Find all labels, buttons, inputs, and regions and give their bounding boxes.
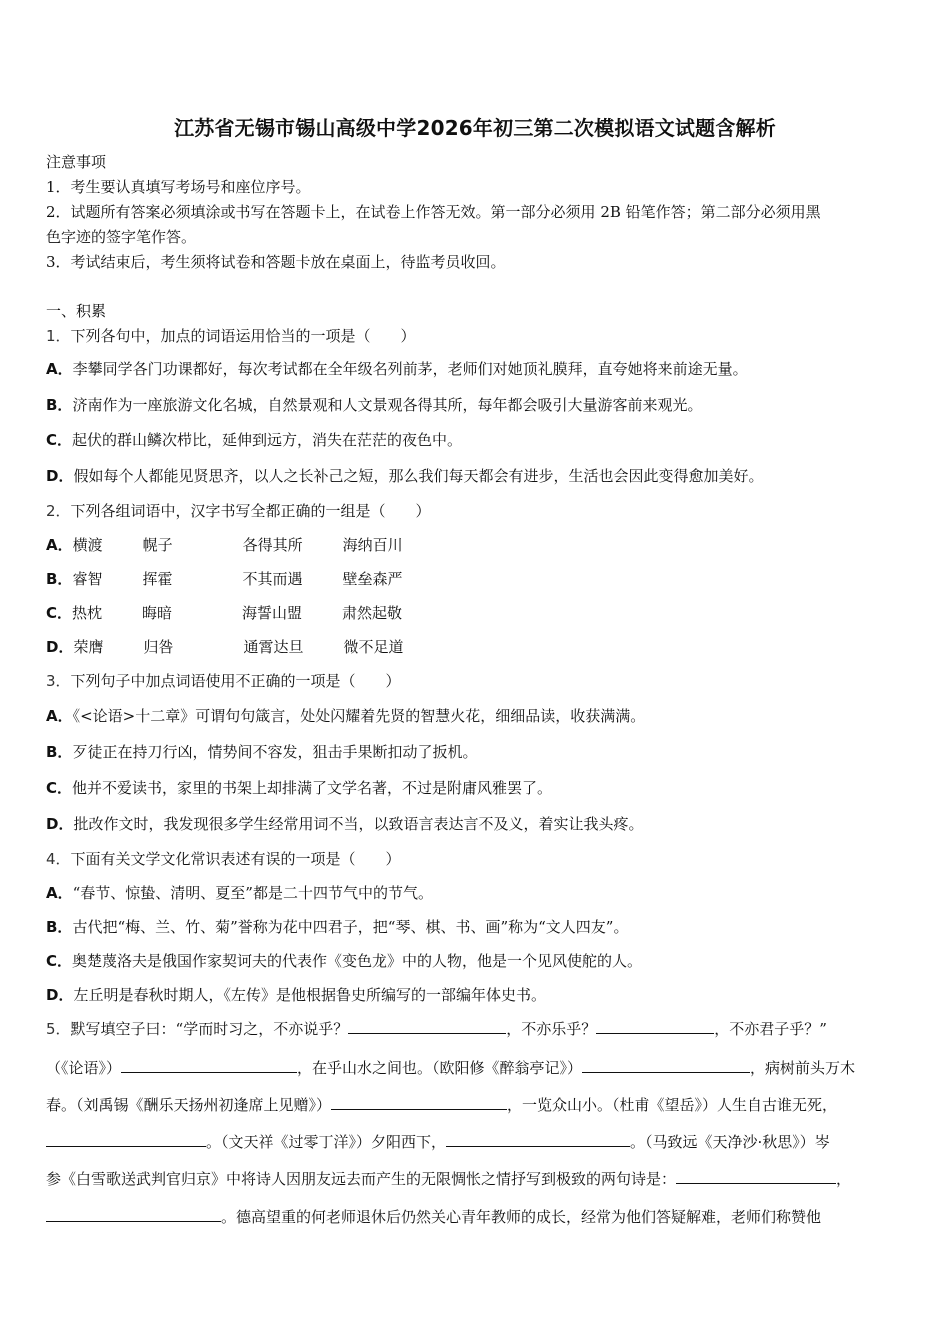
answer-blank[interactable] [582, 1058, 750, 1073]
answer-blank[interactable] [46, 1132, 206, 1147]
option-word: 壁垒森严 [342, 570, 403, 588]
question-5-line-4 [46, 1132, 906, 1152]
option-word: 横渡 [72, 536, 103, 554]
option-word: 微不足道 [343, 638, 404, 656]
question-number: 1． [46, 327, 71, 345]
question-3-option-b [46, 742, 906, 762]
option-text: 假如每个人都能见贤思齐，以人之长补己之短，那么我们每天都会有进步，生活也会因此变得愈加美好。 [73, 467, 764, 485]
question-text: 参《白雪歌送武判官归京》中将诗人因朋友远去而产生的无限惆怅之情抒写到极致的两句诗是： [46, 1170, 677, 1188]
answer-blank[interactable] [596, 1019, 714, 1034]
question-1-option-d [46, 466, 906, 486]
option-word: 肃然起敬 [342, 604, 403, 622]
option-text: 批改作文时，我发现很多学生经常用词不当，以致语言表达言不及义，着实让我头疼。 [73, 815, 644, 833]
option-label: D． [46, 986, 74, 1004]
question-text: 。（马致远《天净沙·秋思》）岑 [630, 1133, 830, 1151]
option-word: 晦暗 [142, 604, 173, 622]
option-text: 起伏的群山鳞次栉比，延伸到远方，消失在茫茫的夜色中。 [72, 431, 463, 449]
notice-item-1: 1．考生要认真填写考场号和座位序号。 [46, 178, 311, 196]
option-word: 海誓山盟 [242, 604, 303, 622]
question-number: 5． [46, 1020, 71, 1038]
notice-heading: 注意事项 [46, 153, 107, 171]
option-text: 李攀同学各门功课都好，每次考试都在全年级名列前茅，老师们对她顶礼膜拜，直夸她将来前途无量。 [72, 360, 748, 378]
question-2-stem [46, 501, 906, 521]
question-text: 。（文天祥《过零丁洋》）夕阳西下， [206, 1133, 447, 1151]
question-stem: 下列各句中，加点的词语运用恰当的一项是（ ） [70, 327, 416, 345]
question-number: 2． [46, 502, 71, 520]
option-word: 荣膺 [73, 638, 104, 656]
option-label: C． [46, 604, 73, 622]
answer-blank[interactable] [446, 1132, 630, 1147]
option-text: 《<论语>十二章》可谓句句箴言，处处闪耀着先贤的智慧火花，细细品读，收获满满。 [72, 707, 646, 725]
option-text: 歹徒正在持刀行凶，情势间不容发，狙击手果断扣动了扳机。 [72, 743, 478, 761]
option-label: A． [46, 360, 73, 378]
option-label: C． [46, 431, 73, 449]
option-label: B． [46, 743, 73, 761]
question-5-line-2 [46, 1058, 906, 1078]
notice-item-3: 3．考试结束后，考生须将试卷和答题卡放在桌面上，待监考员收回。 [46, 253, 506, 271]
question-2-option-a [46, 535, 906, 555]
option-label: A． [46, 707, 73, 725]
option-word: 归咎 [143, 638, 174, 656]
option-label: D． [46, 815, 74, 833]
option-text: 济南作为一座旅游文化名城，自然景观和人文景观各得其所，每年都会吸引大量游客前来观光。 [72, 396, 703, 414]
question-stem: 下列各组词语中，汉字书写全都正确的一组是（ ） [70, 502, 431, 520]
question-2-option-b [46, 569, 906, 589]
question-1-option-b [46, 395, 906, 415]
question-4-option-b [46, 917, 906, 937]
question-2-option-d [46, 637, 906, 657]
question-text: 。德高望重的何老师退休后仍然关心青年教师的成长，经常为他们答疑解难，老师们称赞他 [221, 1208, 822, 1226]
option-word: 各得其所 [242, 536, 303, 554]
option-label: C． [46, 952, 73, 970]
option-word: 挥霍 [142, 570, 173, 588]
question-text: ，病树前头万木 [750, 1059, 856, 1077]
option-label: B． [46, 396, 73, 414]
option-text: 奥楚蔑洛夫是俄国作家契诃夫的代表作《变色龙》中的人物，他是一个见风使舵的人。 [72, 952, 643, 970]
page-title: 江苏省无锡市锡山高级中学2026年初三第二次模拟语文试题含解析 [174, 116, 776, 140]
question-3-stem [46, 671, 906, 691]
question-text: 默写填空子曰：“学而时习之，不亦说乎？ [70, 1020, 349, 1038]
question-5-line-1 [46, 1019, 906, 1039]
question-text: 春。（刘禹锡《酬乐天扬州初逢席上见赠》） [46, 1096, 332, 1114]
option-word: 通霄达旦 [243, 638, 304, 656]
option-label: D． [46, 638, 74, 656]
question-text: ，不亦君子乎？” [714, 1020, 827, 1038]
answer-blank[interactable] [331, 1095, 507, 1110]
answer-blank[interactable] [348, 1019, 506, 1034]
option-label: A． [46, 884, 73, 902]
option-text: 左丘明是春秋时期人，《左传》是他根据鲁史所编写的一部编年体史书。 [73, 986, 546, 1004]
option-label: B． [46, 570, 73, 588]
answer-blank[interactable] [121, 1058, 297, 1073]
answer-blank[interactable] [46, 1207, 221, 1222]
question-number: 4． [46, 850, 71, 868]
question-stem: 下列句子中加点词语使用不正确的一项是（ ） [70, 672, 401, 690]
notice-item-2: 2．试题所有答案必须填涂或书写在答题卡上，在试卷上作答无效。第一部分必须用 2B 铅笔作答；第二部分必须用黑 [46, 203, 821, 221]
question-text: （《论语》） [46, 1059, 122, 1077]
question-text: ，一览众山小。（杜甫《望岳》）人生自古谁无死， [507, 1096, 838, 1114]
question-number: 3． [46, 672, 71, 690]
question-text: ，不亦乐乎？ [506, 1020, 597, 1038]
question-2-option-c [46, 603, 906, 623]
question-text: ，在乎山水之间也。（欧阳修《醉翁亭记》） [297, 1059, 583, 1077]
question-5-line-3 [46, 1095, 906, 1115]
section-heading: 一、积累 [46, 302, 107, 320]
option-text: 他并不爱读书，家里的书架上却排满了文学名著，不过是附庸风雅罢了。 [72, 779, 553, 797]
option-label: B． [46, 918, 73, 936]
option-text: “春节、惊蛰、清明、夏至”都是二十四节气中的节气。 [72, 884, 433, 902]
question-stem: 下面有关文学文化常识表述有误的一项是（ ） [70, 850, 401, 868]
option-label: D． [46, 467, 74, 485]
question-1-stem [46, 326, 906, 346]
option-text: 古代把“梅、兰、竹、菊”誉称为花中四君子，把“琴、棋、书、画”称为“文人四友”。 [72, 918, 629, 936]
question-4-option-a [46, 883, 906, 903]
question-5-line-6 [46, 1207, 906, 1227]
question-5-line-5 [46, 1169, 906, 1189]
question-3-option-d [46, 814, 906, 834]
answer-blank[interactable] [676, 1169, 836, 1184]
question-3-option-a [46, 706, 906, 726]
option-word: 幌子 [142, 536, 173, 554]
option-label: A． [46, 536, 73, 554]
question-4-option-d [46, 985, 906, 1005]
option-word: 热枕 [72, 604, 103, 622]
question-1-option-a [46, 359, 906, 379]
notice-item-2-cont: 色字迹的签字笔作答。 [46, 228, 197, 246]
question-1-option-c [46, 430, 906, 450]
question-4-stem [46, 849, 906, 869]
question-text: ， [836, 1170, 852, 1188]
option-label: C． [46, 779, 73, 797]
option-word: 海纳百川 [342, 536, 403, 554]
option-word: 睿智 [72, 570, 103, 588]
question-4-option-c [46, 951, 906, 971]
question-3-option-c [46, 778, 906, 798]
option-word: 不其而遇 [242, 570, 303, 588]
